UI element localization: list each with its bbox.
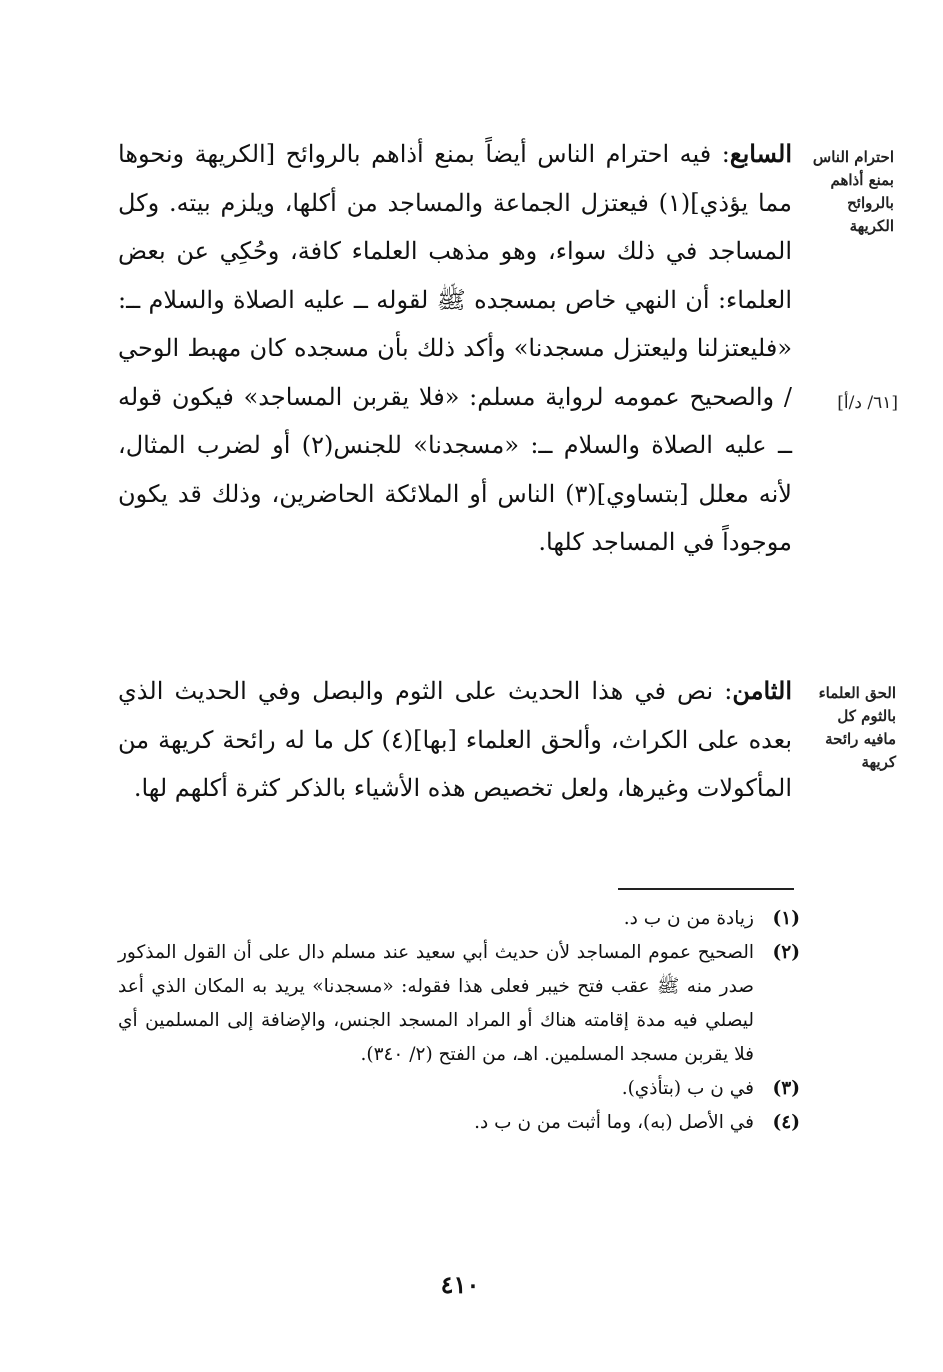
footnote-text: زيادة من ن ب د.: [623, 908, 754, 929]
section-7-heading: السابع: [729, 139, 792, 168]
footnotes: [118, 902, 800, 1140]
footnote-text: في الأصل (به)، وما أثبت من ن ب د.: [474, 1112, 754, 1133]
footnote-separator: [618, 888, 794, 890]
footnote-number: (٣): [772, 1078, 800, 1099]
section-7-text: : فيه احترام الناس أيضاً بمنع أذاهم بالروائح [الكريهة ونحوها مما يؤذي](١) فيعتزل الجماعة والمساجد من أكلها، ويلزم بيته. وكل المساجد في ذلك سواء، وهو مذهب العلماء كافة، وحُكِي عن بعض العلماء: أن النهي خاص بمسجده ﷺ لقوله ــ عليه الصلاة والسلام ــ: «فليعتزلنا وليعتزل مسجدنا» وأكد ذلك بأن مسجده كان مهبط الوحي / والصحيح عمومه لرواية مسلم: «فلا يقربن المساجد» فيكون قوله ــ عليه الصلاة والسلام ــ: «مسجدنا» للجنس(٢) أو لضرب المثال، لأنه معلل [بتساوي](٣) الناس أو الملائكة الحاضرين، وذلك قد يكون موجوداً في المساجد كلها.: [118, 140, 793, 556]
footnote-number: (٢): [772, 942, 800, 963]
footnote-text: الصحيح عموم المساجد لأن حديث أبي سعيد عند مسلم دال على أن القول المذكور صدر منه ﷺ عقب فتح خيبر فعلى هذا فقوله: «مسجدنا» يريد به المكان الذي أعد ليصلي فيه مدة إقامته هناك أو المراد المسجد الجنس، والإضافة إلى المسلمين أي فلا يقربن مسجد المسلمين. اهـ، من الفتح (٢/ ٣٤٠).: [118, 942, 754, 1065]
section-8-heading: الثامن: [732, 676, 792, 705]
footnote-item: [118, 1106, 800, 1140]
margin-note-section-8: الحق العلماء بالثوم كل مافيه رائحة كريهة: [818, 684, 896, 771]
footnote-text: في ن ب (بتأذي).: [621, 1078, 754, 1099]
folio-reference: [٦١/ د/أ]: [837, 393, 898, 413]
footnote-item: [118, 936, 800, 1072]
paragraph-section-7: [118, 130, 792, 567]
footnote-number: (٤): [772, 1112, 800, 1133]
paragraph-section-8: [118, 667, 792, 813]
footnote-item: [118, 1072, 800, 1106]
margin-note-section-7: احترام الناس بمنع أذاهم بالروائح الكريهة: [812, 148, 894, 235]
section-8-text: : نص في هذا الحديث على الثوم والبصل وفي الحديث الذي بعده على الكراث، وألحق العلماء [بها](٤) كل ما له رائحة كريهة من المأكولات وغيرها، ولعل تخصيص هذه الأشياء بالذكر كثرة أكلهم لها.: [118, 677, 792, 802]
footnote-item: [118, 902, 800, 936]
page-number: ٤١٠: [440, 1270, 480, 1299]
footnote-number: (١): [772, 908, 800, 929]
